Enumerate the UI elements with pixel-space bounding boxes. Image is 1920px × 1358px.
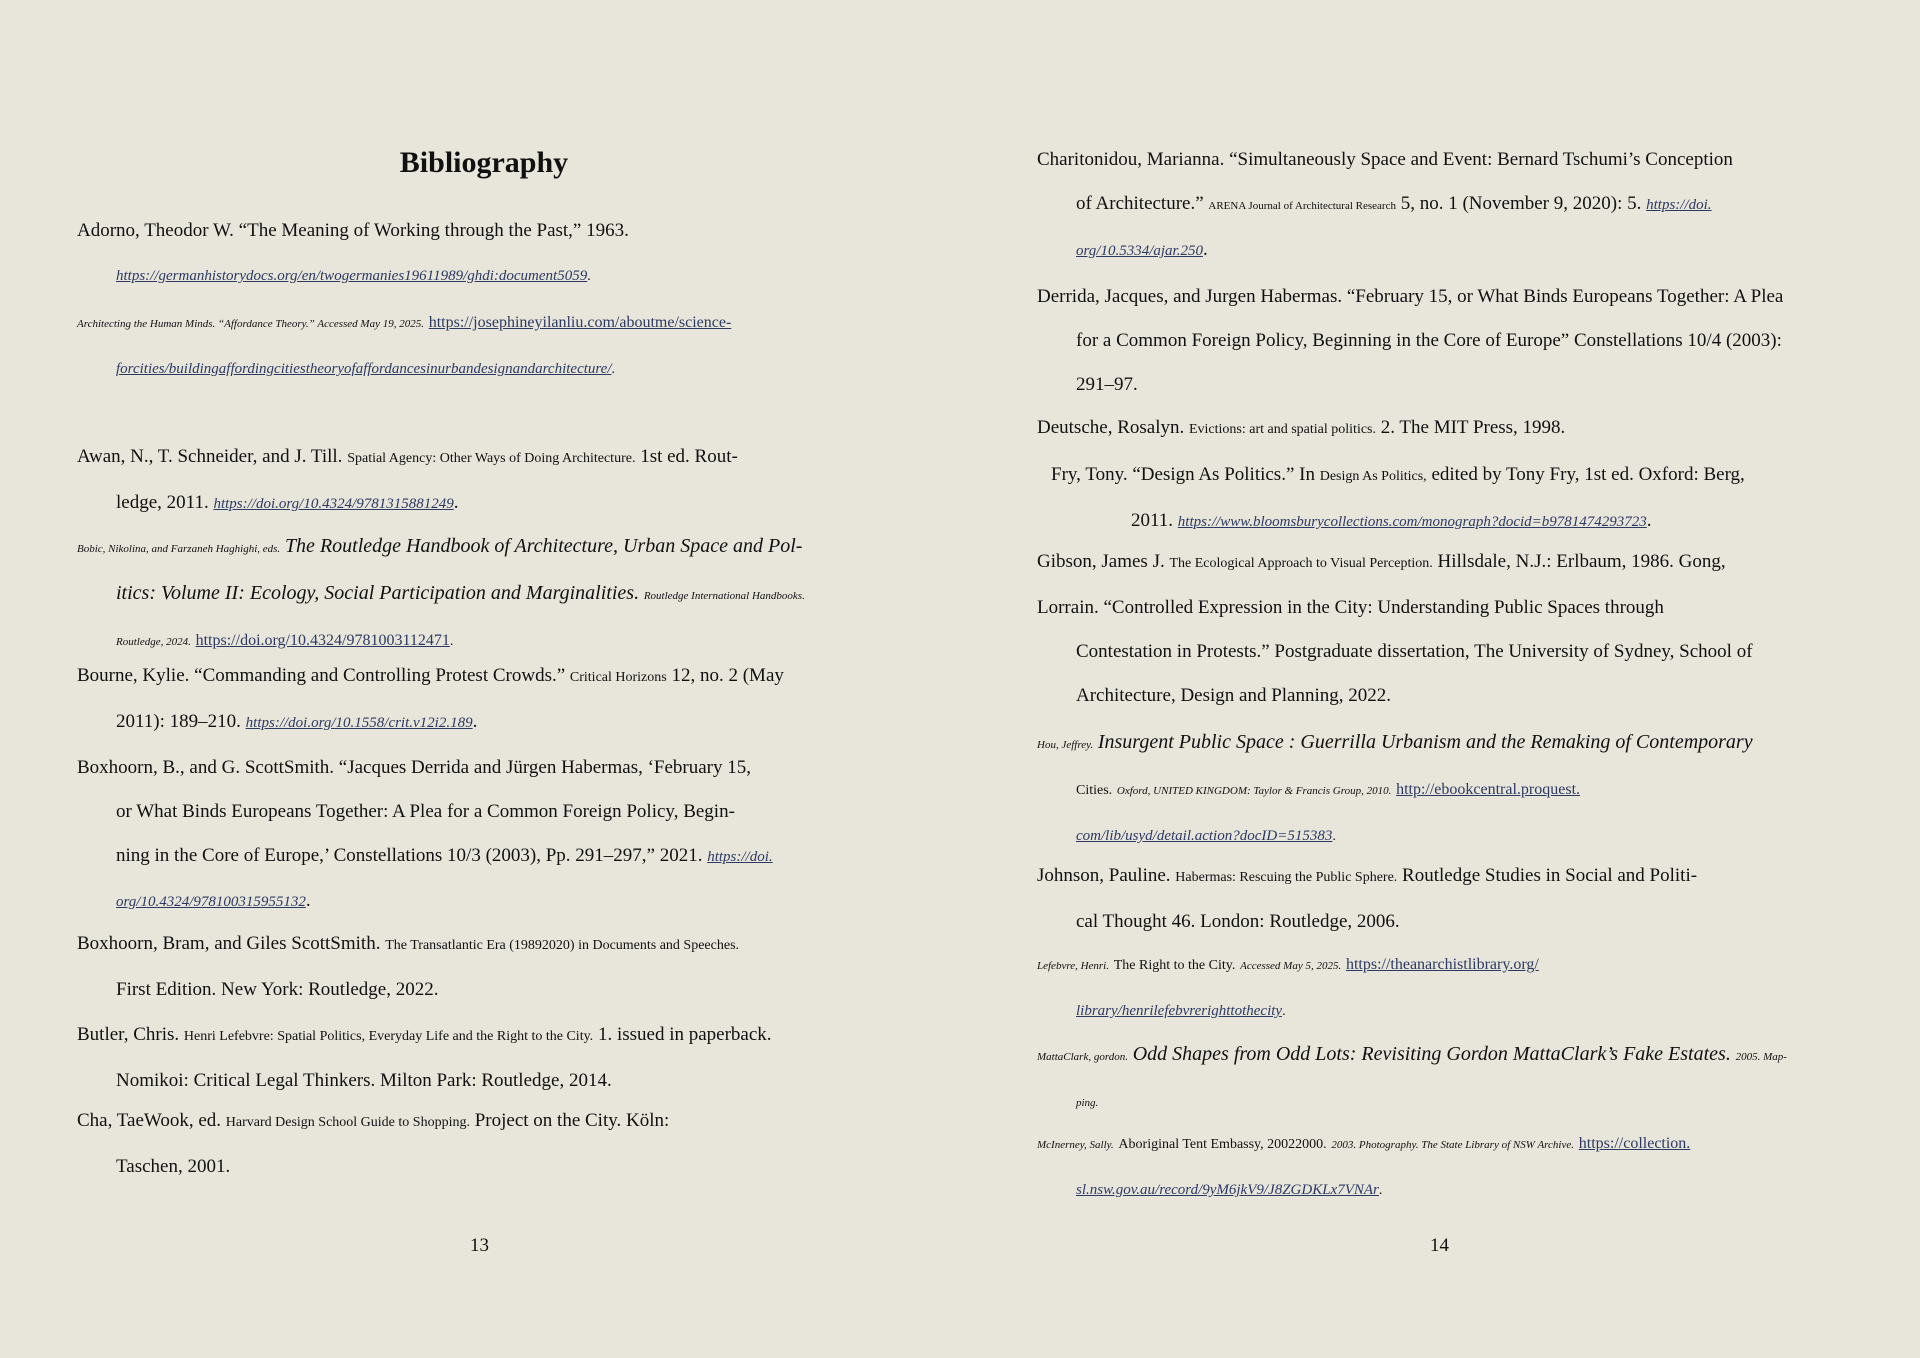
entry-text: of Architecture.” <box>1076 193 1204 214</box>
entry-title: Harvard Design School Guide to Shopping. <box>225 1115 470 1130</box>
entry-text: for a Common Foreign Policy, Beginning in the Core of Europe” Constellations 10/4 (2003): <box>1076 330 1782 351</box>
bib-entry-charitonidou <box>1037 138 1733 273</box>
doc-link[interactable]: sl.nsw.gov.au/record/9yM6jkV9/J8ZGDKLx7VNAr <box>1076 1182 1379 1198</box>
doc-link[interactable]: https://theanarchistlibrary.org/ <box>1345 956 1539 973</box>
entry-text: Johnson, Pauline. <box>1037 865 1171 886</box>
entry-text: Routledge International Handbooks. <box>643 590 805 602</box>
bib-entry-deutsche <box>1037 406 1565 452</box>
entry-text: Routledge, 2024. <box>116 636 191 648</box>
entry-text: Accessed May 5, 2025. <box>1240 960 1342 972</box>
entry-text: Lorrain. “Controlled Expression in the City: Understanding Public Spaces through <box>1037 597 1664 618</box>
entry-text: . <box>1646 510 1652 531</box>
right-page <box>960 0 1920 1358</box>
bib-entry-bobic <box>77 524 805 664</box>
entry-text: or What Binds Europeans Together: A Plea for a Common Foreign Policy, Begin- <box>116 801 735 822</box>
entry-text: 2011): 189–210. <box>116 711 241 732</box>
entry-text: . <box>305 890 311 911</box>
doc-link[interactable]: https://www.bloomsburycollections.com/monograph?docid=b9781474293723 <box>1177 514 1647 530</box>
entry-text: Bobic, Nikolina, and Farzaneh Haghighi, eds. <box>77 543 281 555</box>
entry-text: Boxhoorn, B., and G. ScottSmith. “Jacques Derrida and Jürgen Habermas, ‘February 15, <box>77 757 752 778</box>
entry-text: Charitonidou, Marianna. “Simultaneously Space and Event: Bernard Tschumi’s Conception <box>1037 149 1733 170</box>
entry-title: ARENA Journal of Architectural Research <box>1208 200 1396 212</box>
bib-entry-fry <box>1051 453 1745 544</box>
bib-entry-mcinerney <box>1037 1121 1690 1213</box>
entry-text: ning in the Core of Europe,’ Constellations 10/3 (2003), Pp. 291–297,” 2021. <box>116 845 703 866</box>
entry-text: 1. issued in paperback. <box>597 1024 772 1045</box>
entry-text: Boxhoorn, Bram, and Giles ScottSmith. <box>77 933 381 954</box>
bib-entry-boxhoorn-2 <box>77 922 739 1012</box>
entry-text: Hou, Jeffrey. <box>1037 739 1094 751</box>
entry-text: 1st ed. Rout- <box>640 446 738 467</box>
page-number: 14 <box>1430 1235 1449 1256</box>
entry-text: 291–97. <box>1076 374 1138 395</box>
entry-title: The Routledge Handbook of Architecture, Urban Space and Pol- <box>284 535 803 557</box>
entry-text: Butler, Chris. <box>77 1024 180 1045</box>
entry-text: Gibson, James J. <box>1037 551 1165 572</box>
bib-entry-johnson <box>1037 854 1697 944</box>
entry-text: First Edition. New York: Routledge, 2022. <box>116 979 439 1000</box>
doc-link[interactable]: com/lib/usyd/detail.action?docID=515383 <box>1076 828 1333 844</box>
entry-title: Henri Lefebvre: Spatial Politics, Everyday Life and the Right to the City. <box>183 1029 594 1044</box>
entry-text: Lefebvre, Henri. <box>1037 960 1109 972</box>
bib-entry-adorno <box>77 209 629 299</box>
entry-text: ledge, 2011. <box>116 492 209 513</box>
bib-entry-butler <box>77 1013 772 1103</box>
entry-text: Routledge Studies in Social and Politi- <box>1402 865 1698 886</box>
entry-text: . <box>1332 829 1336 844</box>
entry-text: Cha, TaeWook, ed. <box>77 1110 222 1131</box>
doc-link[interactable]: library/henrilefebvrerighttothecity <box>1076 1003 1283 1019</box>
entry-text: Taschen, 2001. <box>116 1156 231 1177</box>
entry-text: . <box>449 634 454 649</box>
doc-link[interactable]: http://ebookcentral.proquest. <box>1396 781 1581 798</box>
entry-text: Nomikoi: Critical Legal Thinkers. Milton Park: Routledge, 2014. <box>116 1070 612 1091</box>
doc-link[interactable]: org/10.5334/ajar.250 <box>1076 243 1203 259</box>
entry-text: 5, no. 1 (November 9, 2020): 5. <box>1400 193 1642 214</box>
doc-link[interactable]: https://doi. <box>1646 197 1712 213</box>
doc-link[interactable]: https://doi. <box>707 849 773 865</box>
bib-entry-derrida <box>1037 275 1783 407</box>
entry-text: Bourne, Kylie. “Commanding and Controlling Protest Crowds.” <box>77 665 566 686</box>
bib-entry-hou <box>1037 720 1753 859</box>
entry-text: 2005. Map- <box>1735 1051 1787 1063</box>
bib-entry-lefebvre <box>1037 942 1539 1034</box>
entry-text: 2011. <box>1131 510 1174 531</box>
entry-text: . <box>472 711 478 732</box>
doc-link[interactable]: https://doi.org/10.1558/crit.v12i2.189 <box>245 715 473 731</box>
doc-link[interactable]: https://doi.org/10.4324/9781315881249 <box>213 496 454 512</box>
entry-title: The Right to the City. <box>1113 958 1236 973</box>
entry-text: McInerney, Sally. <box>1037 1139 1114 1151</box>
entry-title: Spatial Agency: Other Ways of Doing Architecture. <box>347 451 636 466</box>
entry-text: 2. The MIT Press, 1998. <box>1380 417 1566 438</box>
entry-title: Cities. <box>1076 783 1113 798</box>
bib-entry-cha <box>77 1099 669 1189</box>
doc-link[interactable]: https://josephineyilanliu.com/aboutme/science- <box>428 314 732 331</box>
bib-entry-bourne <box>77 654 784 745</box>
bib-entry-gibson <box>1037 540 1753 718</box>
entry-text: . <box>1378 1183 1383 1198</box>
entry-text: edited by Tony Fry, 1st ed. Oxford: Berg, <box>1431 464 1745 485</box>
entry-title: Evictions: art and spatial politics. <box>1188 422 1377 437</box>
entry-text: . <box>611 362 615 377</box>
entry-title: Odd Shapes from Odd Lots: Revisiting Gordon MattaClark’s Fake Estates. <box>1132 1043 1731 1065</box>
entry-text: Hillsdale, N.J.: Erlbaum, 1986. Gong, <box>1437 551 1726 572</box>
doc-link[interactable]: org/10.4324/978100315955132 <box>116 894 306 910</box>
entry-text: Deutsche, Rosalyn. <box>1037 417 1185 438</box>
entry-title: Critical Horizons <box>569 670 667 685</box>
entry-text: . <box>1282 1004 1286 1019</box>
entry-text: Fry, Tony. “Design As Politics.” In <box>1051 464 1315 485</box>
entry-title: Habermas: Rescuing the Public Sphere. <box>1175 870 1398 885</box>
page-title: Bibliography <box>399 146 569 179</box>
entry-title: itics: Volume II: Ecology, Social Participation and Marginalities. <box>116 582 640 604</box>
bib-entry-boxhoorn-1 <box>77 746 773 924</box>
entry-title: Design As Politics, <box>1319 469 1427 484</box>
entry-text: MattaClark, gordon. <box>1037 1051 1128 1063</box>
doc-link[interactable]: https://doi.org/10.4324/9781003112471 <box>195 632 450 649</box>
entry-text: 12, no. 2 (May <box>671 665 784 686</box>
bib-entry-awan <box>77 435 738 526</box>
bib-entry-architecting <box>77 300 731 392</box>
bib-entry-mattaclark <box>1037 1032 1787 1125</box>
entry-text: Derrida, Jacques, and Jurgen Habermas. “February 15, or What Binds Europeans Together: A Plea <box>1037 286 1784 307</box>
entry-text: . <box>1202 239 1208 260</box>
entry-title: The Ecological Approach to Visual Perception. <box>1169 556 1433 571</box>
page-number: 13 <box>470 1235 489 1256</box>
entry-title: The Transatlantic Era (19892020) in Documents and Speeches. <box>385 938 740 953</box>
entry-title: Aboriginal Tent Embassy, 20022000. <box>1118 1137 1327 1152</box>
entry-title: Insurgent Public Space : Guerrilla Urbanism and the Remaking of Contemporary <box>1097 731 1753 753</box>
entry-text: Oxford, UNITED KINGDOM: Taylor & Francis Group, 2010. <box>1116 785 1392 797</box>
entry-text: . <box>587 269 591 284</box>
entry-text: cal Thought 46. London: Routledge, 2006. <box>1076 911 1400 932</box>
entry-text: Architecture, Design and Planning, 2022. <box>1076 685 1392 706</box>
entry-text: Project on the City. Köln: <box>474 1110 670 1131</box>
entry-text: Awan, N., T. Schneider, and J. Till. <box>77 446 343 467</box>
entry-text: Architecting the Human Minds. “Affordance Theory.” Accessed May 19, 2025. <box>77 318 424 330</box>
entry-text: ping. <box>1076 1097 1099 1109</box>
doc-link[interactable]: https://collection. <box>1578 1135 1691 1152</box>
entry-text: . <box>453 492 459 513</box>
doc-link[interactable]: https://germanhistorydocs.org/en/twogermanies19611989/ghdi:document5059 <box>116 268 588 284</box>
entry-text: 2003. Photography. The State Library of NSW Archive. <box>1331 1139 1575 1151</box>
entry-text: Contestation in Protests.” Postgraduate dissertation, The University of Sydney, School of <box>1076 641 1753 662</box>
doc-link[interactable]: forcities/buildingaffordingcitiestheoryofaffordancesinurbandesignandarchitecture/ <box>116 361 612 377</box>
entry-text: Adorno, Theodor W. “The Meaning of Working through the Past,” 1963. <box>77 220 629 241</box>
